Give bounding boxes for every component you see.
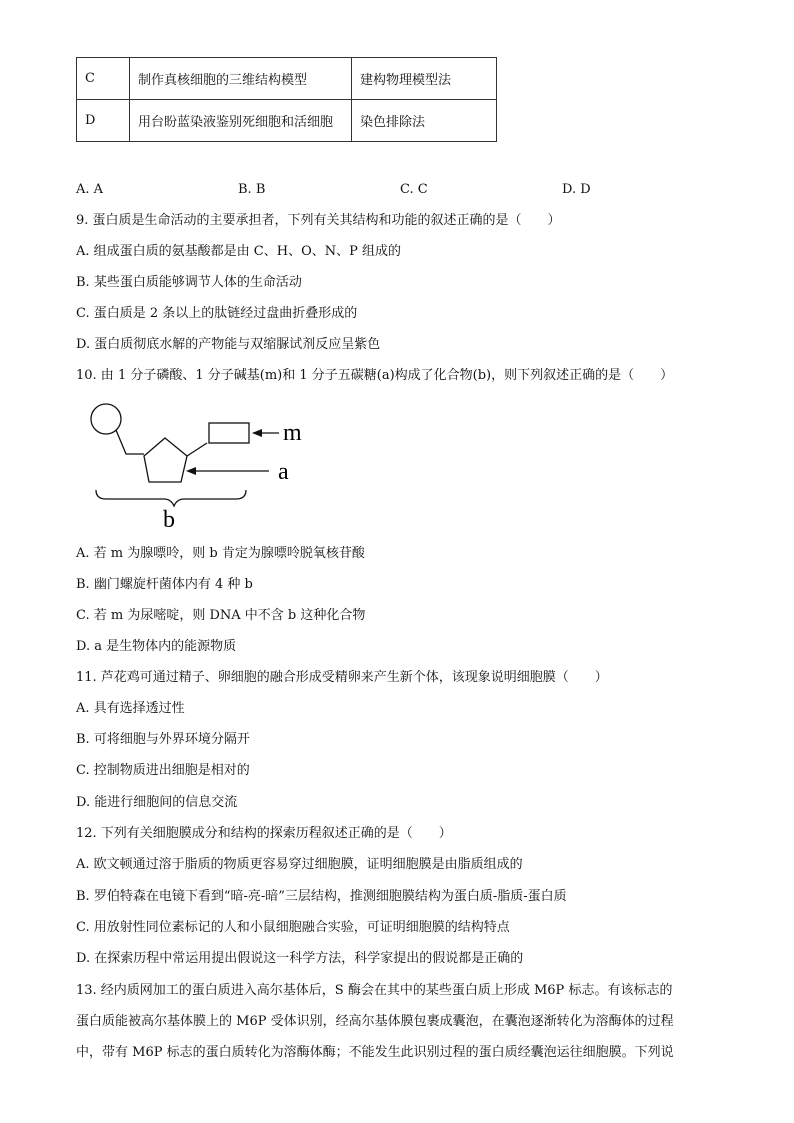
q11-option-d: D. 能进行细胞间的信息交流 xyxy=(76,795,238,810)
label-b: b xyxy=(163,507,175,533)
q9-option-d: D. 蛋白质彻底水解的产物能与双缩脲试剂反应呈紫色 xyxy=(76,337,381,352)
q12-option-b: B. 罗伯特森在电镜下看到“暗-亮-暗”三层结构，推测细胞膜结构为蛋白质-脂质-蛋白质 xyxy=(76,889,567,904)
q9-option-b: B. 某些蛋白质能够调节人体的生命活动 xyxy=(76,275,302,290)
q11-stem: 11. 芦花鸡可通过精子、卵细胞的融合形成受精卵来产生新个体，该现象说明细胞膜（ ） xyxy=(76,670,608,685)
options-table xyxy=(76,57,497,142)
q8-choice-b: B. B xyxy=(238,182,266,197)
base-rectangle xyxy=(209,423,249,443)
q11-option-c: C. 控制物质进出细胞是相对的 xyxy=(76,763,250,778)
pentose-pentagon xyxy=(144,438,187,482)
q10-stem: 10. 由 1 分子磷酸、1 分子碱基(m)和 1 分子五碳糖(a)构成了化合物(b)，则下列叙述正确的是（ ） xyxy=(76,368,674,383)
table-cell-experiment: 用台盼蓝染液鉴别死细胞和活细胞 xyxy=(130,100,352,142)
q9-option-a: A. 组成蛋白质的氨基酸都是由 C、H、O、N、P 组成的 xyxy=(76,244,401,259)
q12-stem: 12. 下列有关细胞膜成分和结构的探索历程叙述正确的是（ ） xyxy=(76,826,452,841)
q9-option-c: C. 蛋白质是 2 条以上的肽链经过盘曲折叠形成的 xyxy=(76,306,358,321)
nucleotide-diagram xyxy=(84,398,324,533)
q13-line-3: 中，带有 M6P 标志的蛋白质转化为溶酶体酶；不能发生此识别过程的蛋白质经囊泡运往细胞膜。下列说 xyxy=(76,1045,674,1060)
label-m: m xyxy=(283,420,302,446)
table-cell-letter: C xyxy=(77,58,130,100)
q12-option-a: A. 欧文顿通过溶于脂质的物质更容易穿过细胞膜，证明细胞膜是由脂质组成的 xyxy=(76,857,523,872)
table-row xyxy=(77,58,497,100)
table-cell-method: 建构物理模型法 xyxy=(352,58,497,100)
q12-option-d: D. 在探索历程中常运用提出假说这一科学方法，科学家提出的假说都是正确的 xyxy=(76,951,524,966)
q10-option-d: D. a 是生物体内的能源物质 xyxy=(76,639,237,654)
q13-line-1: 13. 经内质网加工的蛋白质进入高尔基体后，S 酶会在其中的某些蛋白质上形成 M6P 标志。有该标志的 xyxy=(76,983,673,998)
q8-choice-a: A. A xyxy=(76,182,104,197)
base-bond xyxy=(187,443,207,456)
arrowhead-m xyxy=(252,429,262,437)
q12-option-c: C. 用放射性同位素标记的人和小鼠细胞融合实验，可证明细胞膜的结构特点 xyxy=(76,920,510,935)
label-a: a xyxy=(278,459,289,485)
q11-option-a: A. 具有选择透过性 xyxy=(76,701,185,716)
arrowhead-a xyxy=(186,467,196,475)
table-cell-method: 染色排除法 xyxy=(352,100,497,142)
q8-choice-c: C. C xyxy=(400,182,428,197)
q10-option-b: B. 幽门螺旋杆菌体内有 4 种 b xyxy=(76,577,253,592)
q10-option-c: C. 若 m 为尿嘧啶，则 DNA 中不含 b 这种化合物 xyxy=(76,608,366,623)
q11-option-b: B. 可将细胞与外界环境分隔开 xyxy=(76,732,250,747)
q9-stem: 9. 蛋白质是生命活动的主要承担者，下列有关其结构和功能的叙述正确的是（ ） xyxy=(76,213,561,228)
phosphate-circle xyxy=(91,404,121,434)
bracket-b xyxy=(96,490,246,506)
phosphate-bond xyxy=(116,430,144,454)
table-row xyxy=(77,100,497,142)
q13-line-2: 蛋白质能被高尔基体膜上的 M6P 受体识别，经高尔基体膜包裹成囊泡，在囊泡逐渐转化为溶酶体的过程 xyxy=(76,1014,674,1029)
q8-choice-d: D. D xyxy=(562,182,591,197)
q10-option-a: A. 若 m 为腺嘌呤，则 b 肯定为腺嘌呤脱氧核苷酸 xyxy=(76,546,365,561)
table-cell-letter: D xyxy=(77,100,130,142)
table-cell-experiment: 制作真核细胞的三维结构模型 xyxy=(130,58,352,100)
